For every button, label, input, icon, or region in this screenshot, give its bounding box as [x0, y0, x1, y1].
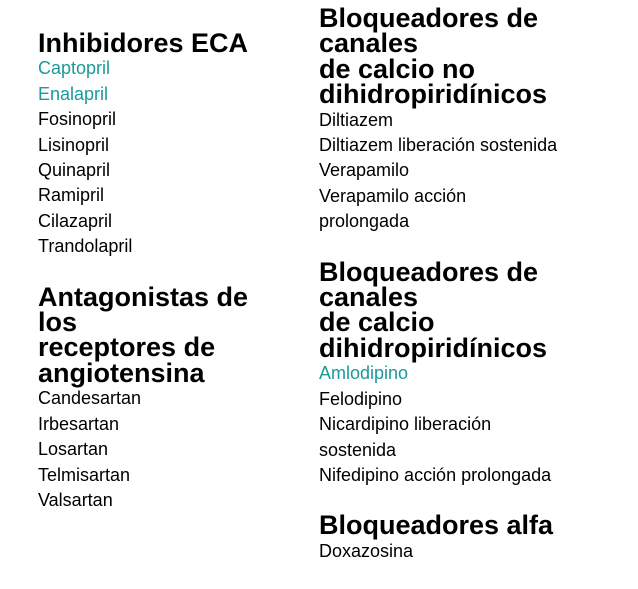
drug-item: Nifedipino acción prolongada — [319, 464, 552, 485]
ace-inhibitors-group — [38, 28, 278, 260]
drug-item: Valsartan — [38, 489, 113, 510]
dhp-ccb-group — [319, 256, 619, 489]
drug-item: Trandolapril — [38, 236, 133, 257]
drug-item: Quinapril — [38, 160, 111, 181]
drug-item: Verapamilo acción prolongada — [319, 185, 467, 232]
drug-item: Irbesartan — [38, 413, 120, 434]
non-dhp-ccb-group — [319, 3, 619, 235]
drug-list — [319, 361, 619, 488]
drug-list — [38, 56, 278, 259]
drug-item: Captopril — [38, 58, 111, 79]
right-column — [319, 3, 619, 589]
drug-item: Nicardipino liberación sostenida — [319, 414, 492, 460]
drug-item: Ramipril — [38, 185, 105, 206]
group-heading: Bloqueadores de canales de calcio no dihidropiridínicos — [319, 3, 547, 110]
group-heading: Bloqueadores alfa — [319, 510, 554, 541]
drug-item: Diltiazem liberación sostenida — [319, 135, 558, 156]
drug-item: Losartan — [38, 439, 109, 460]
drug-item: Cilazapril — [38, 210, 113, 231]
group-heading: Inhibidores ECA — [38, 28, 249, 58]
group-heading: Bloqueadores de canales de calcio dihidropiridínicos — [319, 256, 547, 363]
left-column — [38, 28, 278, 538]
drug-item: Fosinopril — [38, 109, 117, 130]
drug-item: Diltiazem — [319, 109, 394, 130]
drug-item: Verapamilo — [319, 160, 410, 181]
drug-item: Doxazosina — [319, 540, 414, 561]
drug-item: Felodipino — [319, 388, 403, 409]
drug-item: Amlodipino — [319, 363, 409, 384]
drug-list — [319, 108, 619, 235]
drug-item: Lisinopril — [38, 134, 110, 155]
arb-group — [38, 281, 278, 514]
drug-list — [319, 539, 619, 564]
group-heading: Antagonistas de los receptores de angiotensina — [38, 281, 249, 388]
alpha-blockers-group — [319, 510, 619, 564]
drug-item: Telmisartan — [38, 464, 131, 485]
drug-list — [38, 386, 278, 513]
drug-item: Enalapril — [38, 83, 109, 104]
drug-item: Candesartan — [38, 388, 142, 409]
